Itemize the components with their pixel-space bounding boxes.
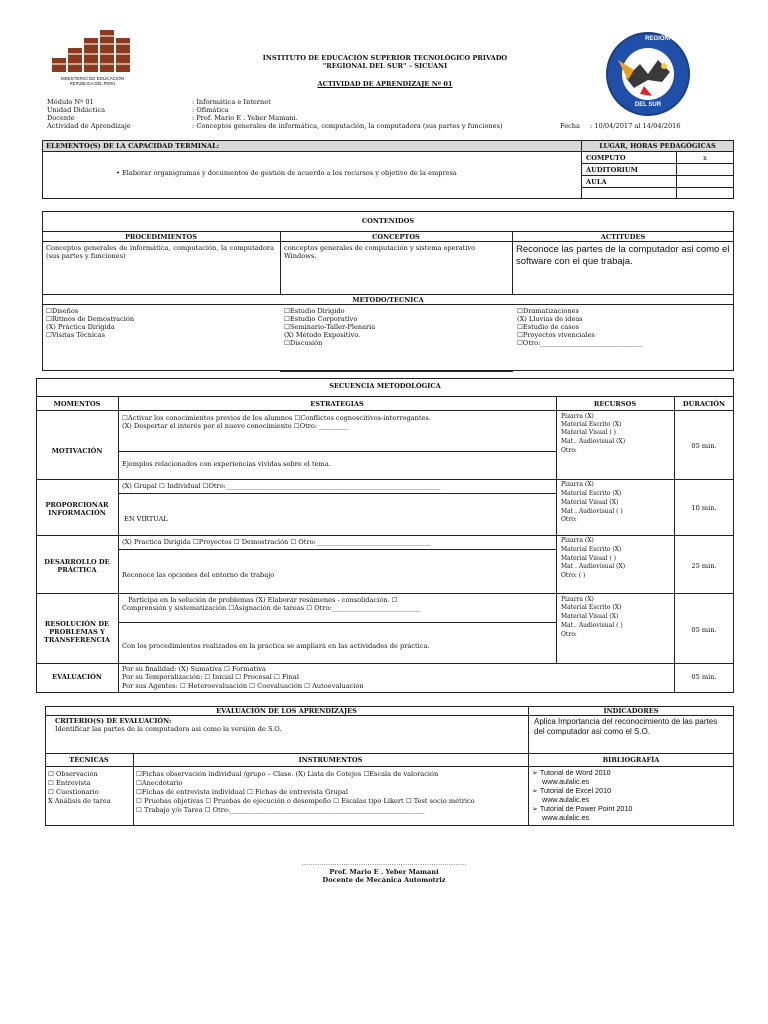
momento-resolucion: RESOLUCIÓN DE PROBLEMAS Y TRANSFERENCIA <box>44 620 110 644</box>
estrategia-line: Participa en la solución de problemas (X) Elaborar resúmenes - consolidación. ☐ <box>128 596 398 604</box>
bibliografia-link[interactable]: www.aulalic.es <box>542 813 590 822</box>
seal-bottom-text: DEL SUR <box>634 102 662 108</box>
actividad-value: : Conceptos generales de informática, computación, la computadora (sus partes y funciones) <box>192 122 503 130</box>
institute-name: INSTITUTO DE EDUCACIÓN SUPERIOR TECNOLÓGICO PRIVADO <box>262 54 508 62</box>
duracion-value: 05 min. <box>691 673 717 681</box>
estrategia-line: ☐Activar los conocimientos previos de los alumnos ☐Conflictos cognoscitivos-interrogantes. <box>122 414 431 422</box>
duracion-value: 25 min. <box>691 562 717 570</box>
lugar-computo-value: x <box>703 154 707 162</box>
evaluacion-aprendizajes-title: EVALUACIÓN DE LOS APRENDIZAJES <box>216 707 357 715</box>
bibliografia-item: ➢ Tutorial de Excel 2010 <box>532 786 612 795</box>
estrategia-line: (X) Practica Dirigida ☐Proyectos ☐ Demostración ☐ Otro:___________________________________ <box>122 538 432 546</box>
metodo-item[interactable]: ☐Estudio Corporativo <box>284 315 358 323</box>
recurso-line: Mat . Audiovisual ( ) <box>561 622 623 629</box>
estrategia-line: (X) Despertar el interés por el nuevo conocimiento ☐Otro: _________ <box>122 422 349 430</box>
metodo-item[interactable]: ☐Dramatizaciones <box>517 307 579 315</box>
instrumentos-header: INSTRUMENTOS <box>298 756 363 764</box>
capacidad-text: • Elaborar organigramas y documentos de gestión de acuerdo a los recursos y objetivo de la empresa <box>116 169 457 177</box>
fecha-value: : 10/04/2017 al 14/04/2016 <box>590 122 681 130</box>
regional-seal <box>604 30 692 118</box>
momento-motivacion: MOTIVACIÓN <box>51 447 103 455</box>
docente-value: : Prof. Mario E . Yeber Mamani. <box>192 114 298 122</box>
unidad-value: : Ofimática <box>192 106 229 114</box>
metodo-item[interactable]: (X) Lluvias de ideas <box>517 315 583 323</box>
activity-title: ACTIVIDAD DE APRENDIZAJE Nº 01 <box>317 80 453 88</box>
recurso-line: Otro: <box>561 447 577 454</box>
metodo-item[interactable]: (X) Método Expositivo. <box>284 331 361 339</box>
capacidad-header: ELEMENTO(S) DE LA CAPACIDAD TERMINAL: <box>46 142 220 150</box>
col-procedimientos: PROCEDIMIENTOS <box>124 233 198 241</box>
signature-name: Prof. Mario E . Yeber Mamani <box>329 868 439 876</box>
estrategia-line: Ejemplos relacionados con experiencias vividas sobre el tema. <box>122 460 331 468</box>
recurso-line: Material Escrito (X) <box>561 490 622 497</box>
col-actitudes: ACTITUDES <box>600 233 646 241</box>
metodo-item[interactable]: ☐Diseños <box>46 307 79 315</box>
fecha-label: Fecha <box>560 122 580 130</box>
momento-evaluacion: EVALUACIÓN <box>52 673 102 681</box>
evaluacion-line: Por su Temporalización: ☐ Inicial ☐ Procesal ☐ Final <box>122 673 299 681</box>
indicadores-header: INDICADORES <box>603 707 659 715</box>
recurso-line: Otro: <box>561 631 577 638</box>
metodo-item[interactable]: ☐Estudio de casos <box>517 323 579 331</box>
ministry-building-icon <box>50 24 135 72</box>
col-estrategias: ESTRATEGIAS <box>310 400 364 408</box>
momento-desarrollo: DESARROLLO DE PRÁCTICA <box>44 558 110 574</box>
estrategia-line: (X) Grupal ☐ Individual ☐Otro:_________________________________________________________________ <box>122 482 441 490</box>
metodo-item[interactable]: ☐Visitas Técnicas <box>46 331 106 339</box>
ministry-logo <box>50 24 135 86</box>
bibliografia-link[interactable]: www.aulalic.es <box>542 777 590 786</box>
bibliografia-header: BIBLIOGRAFÍA <box>602 756 660 764</box>
recurso-line: Pizarra (X) <box>561 596 594 603</box>
estrategia-line: EN VIRTUAL <box>124 515 168 523</box>
recurso-line: Material Escrito (X) <box>561 421 622 428</box>
metodo-item[interactable]: ☐Estudio Dirigido <box>284 307 345 315</box>
estrategia-line: Reconoce las opciones del entorno de trabajo <box>122 571 275 579</box>
recurso-line: Otro: <box>561 516 577 523</box>
institute-regional: "REGIONAL DEL SUR" – SICUANI <box>322 62 448 70</box>
docente-label: Docente <box>47 114 75 122</box>
metodo-title: METODO/TECNICA <box>352 296 424 304</box>
unidad-label: Unidad Didáctica <box>47 106 106 114</box>
tecnica-item[interactable]: X Análisis de tarea <box>48 797 111 805</box>
tecnica-item[interactable]: ☐ Observación <box>48 770 98 778</box>
instrumento-item[interactable]: ☐Fichas observación individual /grupo – Clase. (X) Lista de Cotejos ☐Escala de valoración <box>136 770 439 778</box>
duracion-value: 05 min. <box>691 626 717 634</box>
recurso-line: Material Escrito (X) <box>561 604 622 611</box>
actitudes-text: Reconoce las partes de la computador asi como el software con el que trabaja. <box>516 244 730 267</box>
modulo-label: Módulo Nº 01 <box>47 98 94 106</box>
col-duracion: DURACIÓN <box>682 400 726 408</box>
col-recursos: RECURSOS <box>593 400 637 408</box>
col-conceptos: CONCEPTOS <box>372 233 420 241</box>
duracion-value: 05 min. <box>691 442 717 450</box>
recurso-line: Material Visual (X) <box>561 499 619 506</box>
metodo-item[interactable]: ☐Proyectos vivenciales <box>517 331 595 339</box>
recurso-line: Otro: ( ) <box>561 572 586 579</box>
instrumento-item[interactable]: ☐ Pruebas objetivas ☐ Pruebas de ejecución o desempeño ☐ Escalas tipo Likert ☐ Test socio métrico <box>136 797 475 805</box>
secuencia-title: SECUENCIA METODOLÓGICA <box>329 382 441 390</box>
tecnica-item[interactable]: ☐ Cuestionario <box>48 788 99 796</box>
lugar-header: LUGAR, HORAS PEDAGÓGICAS <box>599 142 716 150</box>
recurso-line: Mat . Audiovisual (X) <box>561 563 626 570</box>
evaluacion-line: Por sus Agentes: ☐ Heteroevaluación ☐ Coevaluación ☐ Autoevaluación <box>122 682 364 690</box>
recurso-line: Material Visual ( ) <box>561 555 616 562</box>
duracion-value: 10 min. <box>691 504 717 512</box>
signature-role: Docente de Mecánica Automotriz <box>322 876 446 884</box>
seal-top-text: REGIONAL <box>645 36 677 42</box>
recurso-line: Mat . Audiovisual ( ) <box>561 508 623 515</box>
evaluacion-line: Por su finalidad: (X) Sumativa ☐ Formativa <box>122 665 266 673</box>
criterios-label: CRITERIO(S) DE EVALUACIÓN: <box>55 717 172 725</box>
recurso-line: Pizarra (X) <box>561 537 594 544</box>
recurso-line: Mat . Audiovisual (X) <box>561 438 626 445</box>
estrategia-line: Comprensión y sistematización ☐Asignación de tareas ☐ Otro:___________________________ <box>122 604 421 612</box>
indicador-text: Aplica Importancia del reconocimiento de las partes del computador asi como el S.O. <box>534 717 718 736</box>
metodo-item[interactable]: ☐Discusión <box>284 339 323 347</box>
ministry-name: MINISTERIO DE EDUCACIÓN <box>60 76 125 81</box>
metodo-item[interactable]: ☐Ritmos de Demostración <box>46 315 135 323</box>
lugar-auditorium-label: AUDITORIUM <box>586 166 638 174</box>
metodo-item[interactable]: (X) Práctica Dirigida <box>46 323 115 331</box>
instrumento-item[interactable]: ☐ Trabajo y/o Tarea ☐ Otro:___________________________________________________________ <box>136 806 425 814</box>
metodo-item[interactable]: ☐Seminario-Taller-Plenaria <box>284 323 376 331</box>
procedimientos-text: Conceptos generales de informática, computación, la computadora (sus partes y funciones) <box>46 244 274 260</box>
bibliografia-item: ➢ Tutorial de Power Point 2010 <box>532 804 633 813</box>
conceptos-text: conceptos generales de computación y sistema operativo Windows. <box>284 244 476 260</box>
bibliografia-item: ➢ Tutorial de Word 2010 <box>532 768 611 777</box>
instrumento-item[interactable]: ☐Fichas de entrevista individual ☐ Fichas de entrevista Grupal <box>136 788 348 796</box>
estrategia-line: Con los procedimientos realizados en la práctica se ampliará en las actividades de práctica. <box>122 642 430 650</box>
contenidos-title: CONTENIDOS <box>361 217 415 225</box>
recurso-line: Material Visual (X) <box>561 613 619 620</box>
recurso-line: Pizarra (X) <box>561 413 594 420</box>
criterios-text: Identificar las partes de la computadora asi como la versión de S.O. <box>55 725 282 733</box>
lugar-computo-label: COMPUTO <box>586 154 626 162</box>
modulo-value: : Informática e Internet <box>192 98 271 106</box>
recurso-line: Material Visual ( ) <box>561 429 616 436</box>
recurso-line: Pizarra (X) <box>561 481 594 488</box>
tecnicas-header: TÉCNICAS <box>69 756 109 764</box>
lugar-aula-label: AULA <box>586 178 607 186</box>
instrumento-item[interactable]: ☐Anecdotario <box>136 779 183 787</box>
metodo-item[interactable]: ☐Otro:_______________________________ <box>517 339 643 347</box>
tecnica-item[interactable]: ☐ Entrevista <box>48 779 91 787</box>
momento-proporcionar: PROPORCIONAR INFORMACIÓN <box>45 501 109 517</box>
bibliografia-link[interactable]: www.aulalic.es <box>542 795 590 804</box>
signature-line: ………………………………………………………………… <box>301 859 467 867</box>
actividad-label: Actividad de Aprendizaje <box>47 122 131 130</box>
ministry-country: REPÚBLICA DEL PERÚ <box>69 81 116 86</box>
recurso-line: Material Escrito (X) <box>561 546 622 553</box>
col-momentos: MOMENTOS <box>53 400 101 408</box>
